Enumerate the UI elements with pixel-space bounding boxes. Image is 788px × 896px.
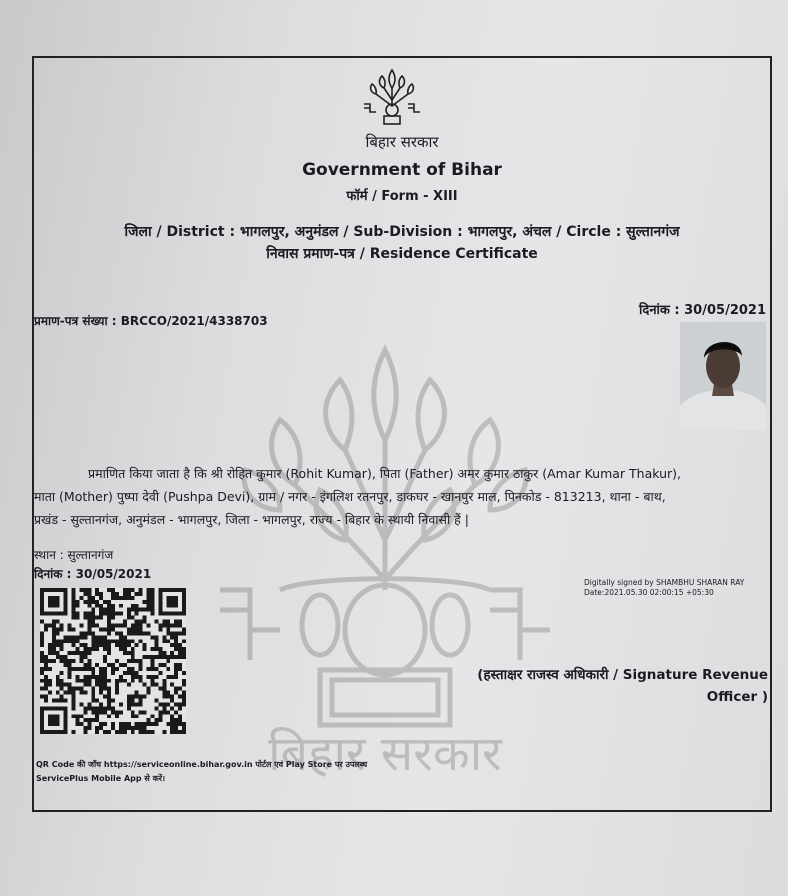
digital-signature-date: Date:2021.05.30 02:00:15 +05:30 — [584, 588, 714, 597]
place-date-value: 30/05/2021 — [75, 567, 152, 581]
form-number: फॉर्म / Form - XIII — [346, 189, 458, 204]
signatory-line-1: (हस्ताक्षर राजस्व अधिकारी / Signature Revenue — [477, 667, 768, 683]
place-date-label: दिनांक : — [34, 567, 76, 581]
watermark-text: बिहार सरकार — [268, 726, 502, 780]
issue-date — [639, 300, 766, 318]
certificate-number-value: BRCCO/2021/4338703 — [120, 314, 268, 328]
qr-code-icon — [40, 588, 186, 734]
certificate-title: निवास प्रमाण-पत्र / Residence Certificate — [266, 246, 538, 262]
applicant-photo — [680, 322, 766, 430]
body-line-3: प्रखंड - सुल्तानगंज, अनुमंडल - भागलपुर, जिला - भागलपुर, राज्य - बिहार के स्थायी निवासी हैं | — [34, 512, 469, 527]
qr-verification-note — [36, 758, 367, 786]
certificate-number-label: प्रमाण-पत्र संख्या : — [34, 314, 121, 328]
footer-line-1: QR Code की जाँच https://serviceonline.bihar.gov.in पोर्टल एवं Play Store पर उपलब्ध — [36, 760, 368, 769]
body-line-1: प्रमाणित किया जाता है कि श्री रोहित कुमार (Rohit Kumar), पिता (Father) अमर कुमार ठाकुर (Amar Kumar Thakur), — [88, 466, 682, 481]
bihar-emblem-icon — [360, 66, 424, 128]
body-line-2: माता (Mother) पुष्पा देवी (Pushpa Devi), ग्राम / नगर - इंगलिश रतनपुर, डाकघर - खानपुर माल, पिनकोड - 813213, थाना - बाथ, — [34, 489, 666, 504]
digital-signature — [584, 578, 744, 598]
signatory-line-2: Officer ) — [706, 689, 768, 705]
digital-signature-signer: Digitally signed by SHAMBHU SHARAN RAY — [584, 578, 745, 587]
issue-date-label: दिनांक : — [639, 303, 685, 318]
signatory-block — [477, 664, 768, 708]
place-of-issue: स्थान : सुल्तानगंज — [34, 548, 114, 562]
person-photo-icon — [680, 322, 766, 430]
certificate-number — [34, 312, 268, 329]
certificate-body — [34, 462, 770, 531]
issue-date-value: 30/05/2021 — [684, 303, 766, 318]
state-name-hindi: बिहार सरकार — [365, 133, 439, 151]
state-name-english: Government of Bihar — [302, 160, 502, 180]
place-date — [34, 565, 151, 582]
bihar-emblem-watermark-icon — [220, 340, 550, 780]
jurisdiction-line: जिला / District : भागलपुर, अनुमंडल / Sub-Division : भागलपुर, अंचल / Circle : सुल्तानगंज — [124, 224, 680, 240]
footer-line-2: ServicePlus Mobile App से करें। — [36, 774, 166, 783]
